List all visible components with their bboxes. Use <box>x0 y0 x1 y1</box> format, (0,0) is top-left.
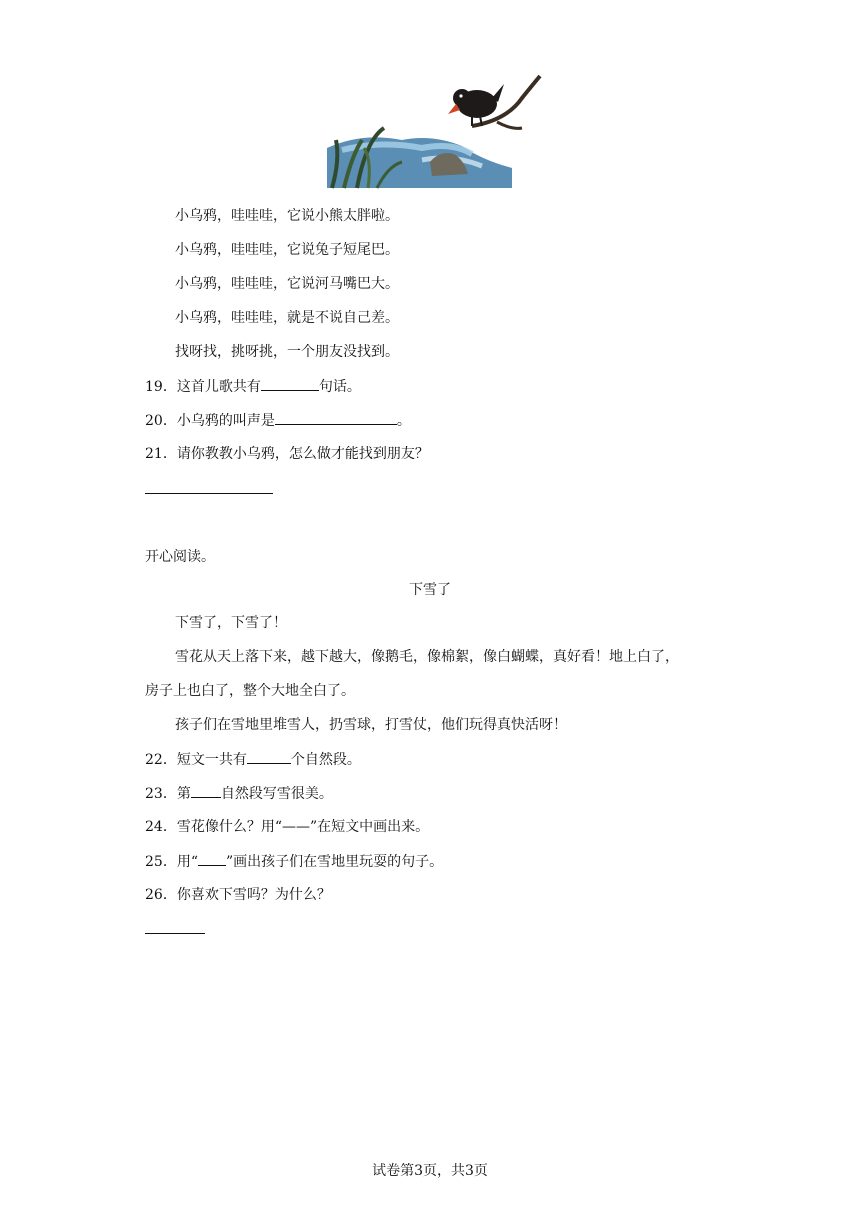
question-19 <box>145 376 361 397</box>
answer-blank-19[interactable] <box>261 376 319 391</box>
question-20-text: 20．小乌鸦的叫声是 <box>145 413 275 429</box>
answer-blank-22[interactable] <box>247 749 291 764</box>
question-25-text-end: ”画出孩子们在雪地里玩耍的句子。 <box>225 854 444 870</box>
story-paragraph-2-cont: 房子上也白了，整个大地全白了。 <box>145 683 355 699</box>
question-23-text-end: 自然段写雪很美。 <box>220 786 333 802</box>
poem-line-2: 小乌鸦，哇哇哇，它说兔子短尾巴。 <box>175 242 399 258</box>
poem-line-5: 找呀找，挑呀挑，一个朋友没找到。 <box>175 344 399 360</box>
crow-illustration <box>322 70 542 190</box>
question-22-text: 22．短文一共有 <box>145 752 247 768</box>
story-paragraph-3: 孩子们在雪地里堆雪人，扔雪球，打雪仗，他们玩得真快活呀！ <box>175 717 567 733</box>
question-22 <box>145 749 361 770</box>
poem-line-4: 小乌鸦，哇哇哇，就是不说自己差。 <box>175 310 399 326</box>
question-25-text: 25．用“ <box>145 854 198 870</box>
story-paragraph-1: 下雪了，下雪了！ <box>175 615 287 631</box>
poem-line-1: 小乌鸦，哇哇哇，它说小熊太胖啦。 <box>175 208 399 224</box>
question-19-text-end: 句话。 <box>318 379 361 395</box>
question-20 <box>145 410 411 431</box>
page-footer: 试卷第3页，共3页 <box>372 1163 488 1179</box>
question-24: 24．雪花像什么？用“——”在短文中画出来。 <box>145 819 430 835</box>
answer-blank-23[interactable] <box>191 783 221 798</box>
question-23 <box>145 783 333 804</box>
story-title: 下雪了 <box>409 582 451 598</box>
answer-line-21[interactable] <box>145 492 273 494</box>
question-25 <box>145 851 443 872</box>
question-23-text: 23．第 <box>145 786 191 802</box>
underline-sample-25 <box>198 851 226 866</box>
story-paragraph-2: 雪花从天上落下来，越下越大，像鹅毛，像棉絮，像白蝴蝶，真好看！地上白了， <box>175 649 679 665</box>
question-26: 26．你喜欢下雪吗？为什么？ <box>145 887 331 903</box>
poem-line-3: 小乌鸦，哇哇哇，它说河马嘴巴大。 <box>175 276 399 292</box>
question-21: 21．请你教教小乌鸦，怎么做才能找到朋友？ <box>145 446 429 462</box>
section-heading: 开心阅读。 <box>145 549 215 565</box>
answer-line-26[interactable] <box>145 932 205 934</box>
question-19-text: 19．这首儿歌共有 <box>145 379 261 395</box>
answer-blank-20[interactable] <box>275 410 397 425</box>
question-20-text-end: 。 <box>396 413 411 429</box>
question-22-text-end: 个自然段。 <box>290 752 361 768</box>
